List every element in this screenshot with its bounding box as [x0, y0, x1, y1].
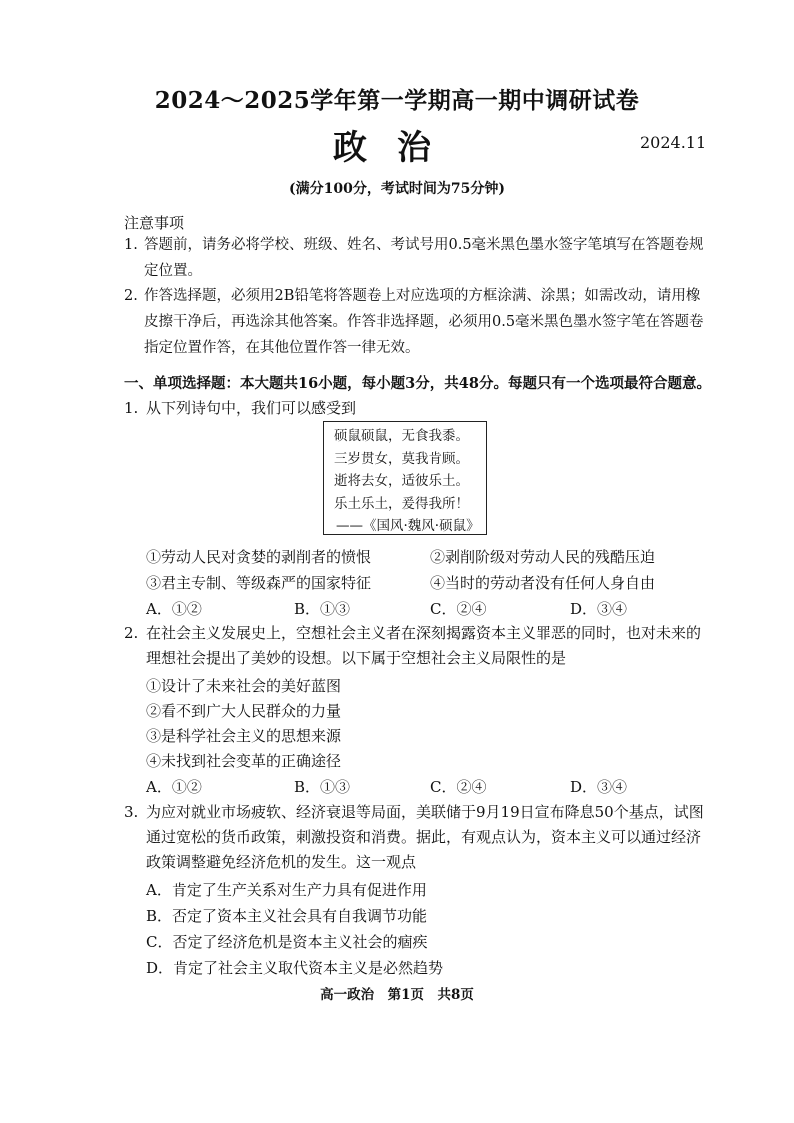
question-2-stem — [124, 621, 714, 671]
q3-choice-a[interactable]: A．肯定了生产关系对生产力具有促进作用 — [146, 881, 427, 899]
q2-choice-b[interactable]: B．①③ — [294, 778, 351, 796]
q1-items-row-2 — [146, 572, 656, 593]
poem-line: 三岁贯女，莫我肯顾。 — [334, 450, 469, 467]
poem-source: ——《国风·魏风·硕鼠》 — [336, 518, 480, 534]
notice-text: 作答选择题，必须用2B铅笔将答题卷上对应选项的方框涂满、涂黑；如需改动，请用橡皮擦干净后，再选涂其他答案。作答非选择题，必须用0.5毫米黑色墨水签字笔在答题卷指定位置作答，在其他位置作答一律无效。 — [144, 288, 704, 356]
question-number: 1. — [124, 399, 139, 417]
q2-item-4: ④未找到社会变革的正确途径 — [146, 752, 342, 770]
poem-line: 逝将去女，适彼乐土。 — [334, 473, 469, 489]
q2-choice-a[interactable]: A．①② — [146, 778, 202, 796]
notice-item — [124, 283, 712, 361]
q1-choice-d[interactable]: D．③④ — [570, 600, 628, 618]
exam-meta: (满分100分，考试时间为75分钟) — [289, 181, 505, 197]
q3-choice-b[interactable]: B．否定了资本主义社会具有自我调节功能 — [146, 907, 428, 925]
q1-choice-a[interactable]: A．①② — [146, 600, 202, 618]
notice-item — [124, 232, 712, 284]
q1-item-4: ④当时的劳动者没有任何人身自由 — [430, 574, 656, 592]
question-number: 3. — [124, 803, 139, 821]
q2-choice-d[interactable]: D．③④ — [570, 778, 628, 796]
section-heading: 一、单项选择题：本大题共16小题，每小题3分，共48分。每题只有一个选项最符合题意。 — [124, 375, 711, 392]
q1-items-row-1 — [146, 546, 656, 567]
q2-choice-c[interactable]: C．②④ — [430, 778, 487, 796]
question-number: 2. — [124, 624, 139, 642]
exam-date: 2024.11 — [640, 133, 707, 152]
poem-line: 硕鼠硕鼠，无食我黍。 — [334, 428, 469, 444]
notice-title: 注意事项 — [124, 214, 185, 232]
q2-item-3: ③是科学社会主义的思想来源 — [146, 727, 342, 745]
q1-item-3: ③君主专制、等级森严的国家特征 — [146, 574, 372, 592]
q2-item-1: ①设计了未来社会的美好蓝图 — [146, 677, 342, 695]
question-3-stem — [124, 800, 714, 875]
subject-title: 政治 — [333, 128, 461, 168]
exam-title: 2024～2025学年第一学期高一期中调研试卷 — [154, 87, 640, 114]
question-text: 在社会主义发展史上，空想社会主义者在深刻揭露资本主义罪恶的同时，也对未来的理想社会提出了美妙的设想。以下属于空想社会主义局限性的是 — [146, 624, 702, 667]
q3-choice-c[interactable]: C．否定了经济危机是资本主义社会的痼疾 — [146, 933, 428, 951]
poem-box — [323, 421, 487, 535]
q1-choice-b[interactable]: B．①③ — [294, 600, 351, 618]
notice-number: 2. — [124, 288, 138, 304]
q2-item-2: ②看不到广大人民群众的力量 — [146, 702, 342, 720]
q1-item-2: ②剥削阶级对劳动人民的残酷压迫 — [430, 548, 656, 566]
question-text: 为应对就业市场疲软、经济衰退等局面，美联储于9月19日宣布降息50个基点，试图通过宽松的货币政策，刺激投资和消费。据此，有观点认为，资本主义可以通过经济政策调整避免经济危机的发生。这一观点 — [146, 803, 704, 871]
q3-choice-d[interactable]: D．肯定了社会主义取代资本主义是必然趋势 — [146, 959, 444, 977]
question-1-stem — [124, 396, 714, 421]
q1-item-1: ①劳动人民对贪婪的剥削者的愤恨 — [146, 548, 372, 566]
poem-line: 乐土乐土，爰得我所！ — [334, 495, 469, 512]
q1-choice-c[interactable]: C．②④ — [430, 600, 487, 618]
notice-text: 答题前，请务必将学校、班级、姓名、考试号用0.5毫米黑色墨水签字笔填写在答题卷规定位置。 — [144, 237, 704, 279]
page-footer: 高一政治 第1页 共8页 — [320, 987, 474, 1003]
notice-number: 1. — [124, 237, 138, 253]
question-text: 从下列诗句中，我们可以感受到 — [146, 399, 357, 417]
